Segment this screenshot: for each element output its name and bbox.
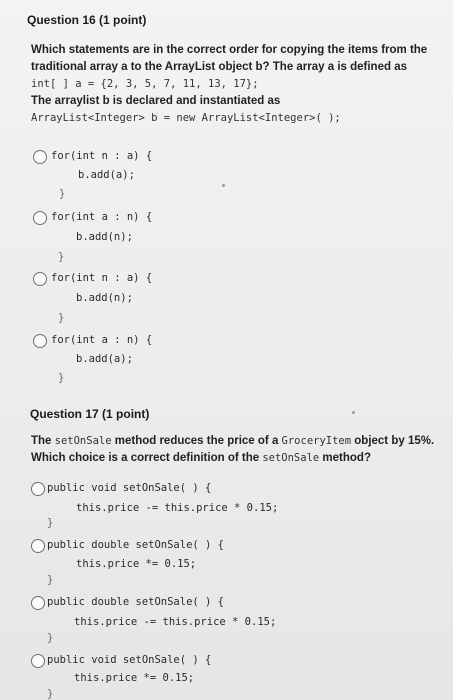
q16-option-2-line2: b.add(n); [76, 231, 133, 243]
q17-stem-code2: GroceryItem [281, 435, 352, 447]
q16-stem-line2: traditional array a to the ArrayList object b? The array a is defined as [31, 61, 407, 73]
question-17-points: (1 point) [102, 407, 150, 421]
q17-stem-line1 [31, 433, 437, 450]
question-17-title [30, 407, 149, 421]
q17-option-1-radio[interactable] [31, 482, 45, 496]
q17-option-3-line3: } [47, 632, 54, 644]
q16-option-3-line3: } [58, 312, 65, 324]
q16-option-2-radio[interactable] [33, 211, 47, 225]
question-16-stem [31, 42, 437, 127]
q16-option-3-line2: b.add(n); [76, 292, 133, 304]
screen-speck [222, 184, 225, 187]
q16-option-2-line3: } [58, 251, 65, 263]
q17-option-1-line1: public void setOnSale( ) { [47, 482, 212, 494]
q16-option-1-line3: } [59, 188, 66, 200]
q17-option-4-line3: } [47, 688, 54, 700]
question-16-label: Question 16 [27, 13, 96, 27]
screen-speck [352, 411, 355, 414]
q17-stem-line2-pre: Which choice is a correct definition of the [31, 452, 263, 464]
q17-stem-code1: setOnSale [54, 435, 112, 447]
q17-option-2-line3: } [47, 574, 54, 586]
q16-option-3-radio[interactable] [33, 272, 47, 286]
q17-option-3-line2: this.price -= this.price * 0.15; [74, 616, 277, 628]
q17-stem-line2 [31, 450, 437, 467]
q17-option-1-line2: this.price -= this.price * 0.15; [76, 502, 279, 514]
q17-stem-line2-code: setOnSale [262, 452, 320, 464]
q16-option-4-line2: b.add(a); [76, 353, 133, 365]
q17-option-2-line2: this.price *= 0.15; [76, 558, 197, 570]
q16-option-4-line3: } [58, 372, 65, 384]
q17-stem-line2-post: method? [319, 452, 371, 464]
q17-stem-mid: method reduces the price of a [111, 435, 282, 447]
question-17-stem [31, 433, 437, 467]
q16-list-code: ArrayList<Integer> b = new ArrayList<Integer>( ); [31, 112, 341, 124]
q16-option-1-line1: for(int n : a) { [51, 150, 153, 162]
q16-option-1-line2: b.add(a); [78, 169, 135, 181]
q17-option-4-line2: this.price *= 0.15; [74, 672, 195, 684]
question-16-title [27, 13, 146, 27]
q16-option-2-line1: for(int a : n) { [51, 211, 153, 223]
q17-stem-pre: The [31, 435, 55, 447]
q17-option-4-radio[interactable] [31, 654, 45, 668]
q16-option-1-radio[interactable] [33, 150, 47, 164]
q17-stem-post: object by 15%. [351, 435, 435, 447]
question-17-label: Question 17 [30, 407, 99, 421]
q17-option-3-radio[interactable] [31, 596, 45, 610]
q16-option-4-line1: for(int a : n) { [51, 334, 153, 346]
q16-stem-line1: Which statements are in the correct order for copying the items from the [31, 44, 428, 56]
q17-option-2-line1: public double setOnSale( ) { [47, 539, 225, 551]
q17-option-4-line1: public void setOnSale( ) { [47, 654, 212, 666]
q16-stem-line4: The arraylist b is declared and instantiated as [31, 95, 281, 107]
q16-option-4-radio[interactable] [33, 334, 47, 348]
q17-option-3-line1: public double setOnSale( ) { [47, 596, 225, 608]
q16-option-3-line1: for(int n : a) { [51, 272, 153, 284]
q16-array-code: int[ ] a = {2, 3, 5, 7, 11, 13, 17}; [31, 78, 259, 90]
q17-option-1-line3: } [47, 517, 54, 529]
question-16-points: (1 point) [99, 13, 147, 27]
q17-option-2-radio[interactable] [31, 539, 45, 553]
